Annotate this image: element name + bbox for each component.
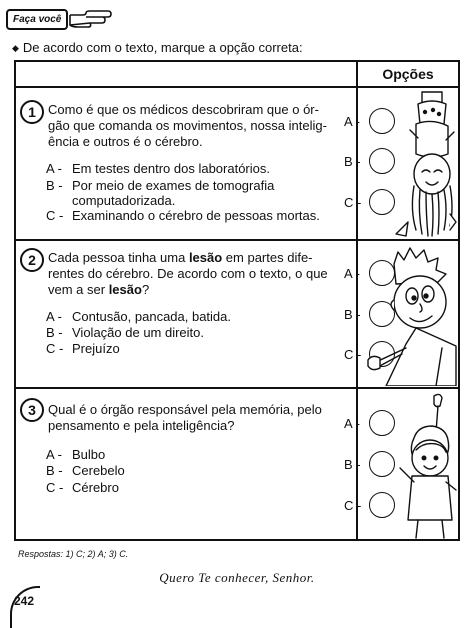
question-2-option-a	[46, 309, 322, 324]
question-1-line-3: ência e outros é o cérebro.	[48, 134, 203, 149]
question-1-text	[48, 102, 334, 150]
option-text: Por meio de exames de tomografia computadorizada.	[72, 178, 275, 208]
option-text: Bulbo	[72, 447, 106, 462]
option-letter: A -	[46, 447, 62, 462]
option-letter: B -	[46, 463, 63, 478]
question-2-line-3: vem a ser lesão?	[48, 282, 150, 297]
answer-3-circle-a[interactable]	[369, 410, 395, 436]
question-1-option-b	[46, 178, 322, 208]
question-3-line-2: pensamento e pela inteligência?	[48, 418, 235, 433]
question-1-option-c	[46, 208, 322, 223]
question-2-text	[48, 250, 334, 298]
option-letter: A -	[46, 309, 62, 324]
diamond-bullet-icon: ◆	[12, 43, 19, 53]
question-number-1: 1	[20, 100, 44, 124]
answer-1-label-c: C -	[344, 195, 362, 210]
answer-3-circle-b[interactable]	[369, 451, 395, 477]
option-letter: C -	[46, 341, 64, 356]
question-2-option-c	[46, 341, 322, 356]
question-3-text	[48, 402, 334, 434]
question-3-option-a	[46, 447, 322, 462]
answer-2-label-b: B -	[344, 307, 361, 322]
answer-3-circle-c[interactable]	[369, 492, 395, 518]
question-1-line-1: Como é que os médicos descobriram que o ór-	[48, 102, 319, 117]
answer-1-label-b: B -	[344, 154, 361, 169]
options-header: Opções	[382, 66, 434, 82]
question-3-option-c	[46, 480, 322, 495]
section-tag-label: Faça você	[6, 9, 68, 30]
option-letter: C -	[46, 208, 64, 223]
question-2-line-2: rentes do cérebro. De acordo com o texto, o que	[48, 266, 328, 281]
answer-2-label-c: C -	[344, 347, 362, 362]
waving-girl-illustration	[394, 392, 458, 540]
question-2-line-1: Cada pessoa tinha uma lesão em partes dife-	[48, 250, 313, 265]
question-number-3: 3	[20, 398, 44, 422]
question-2-option-b	[46, 325, 322, 340]
answer-1-label-a: A -	[344, 114, 360, 129]
question-1-option-a	[46, 161, 322, 176]
option-text: Cerebelo	[72, 463, 125, 478]
upside-down-character-illustration	[392, 90, 458, 238]
option-text: Cérebro	[72, 480, 119, 495]
page-number: 242	[14, 594, 35, 608]
row-divider-1	[16, 239, 458, 241]
option-text: Violação de um direito.	[72, 325, 205, 340]
option-text: Em testes dentro dos laboratórios.	[72, 161, 270, 176]
option-letter: B -	[46, 325, 63, 340]
option-text: Prejuízo	[72, 341, 120, 356]
questions-table	[14, 60, 460, 541]
option-letter: B -	[46, 178, 63, 193]
answer-3-label-b: B -	[344, 457, 361, 472]
answer-3-label-a: A -	[344, 416, 360, 431]
pointing-boy-illustration	[366, 244, 458, 386]
row-divider-2	[16, 387, 458, 389]
instruction-text: De acordo com o texto, marque a opção correta:	[22, 40, 303, 55]
question-3-option-b	[46, 463, 322, 478]
answer-key: Respostas: 1) C; 2) A; 3) C.	[18, 549, 129, 559]
pointing-hand-icon	[68, 7, 112, 31]
option-letter: A -	[46, 161, 62, 176]
instruction	[12, 40, 303, 55]
option-letter: C -	[46, 480, 64, 495]
option-text: Contusão, pancada, batida.	[72, 309, 232, 324]
section-tag	[6, 8, 112, 30]
question-3-line-1: Qual é o órgão responsável pela memória, pelo	[48, 402, 322, 417]
question-1-line-2: gão que comanda os movimentos, nossa intelig-	[48, 118, 327, 133]
question-number-2: 2	[20, 248, 44, 272]
answer-3-label-c: C -	[344, 498, 362, 513]
option-text: Examinando o cérebro de pessoas mortas.	[72, 208, 320, 223]
header-divider	[16, 86, 458, 88]
motto: Quero Te conhecer, Senhor.	[159, 570, 315, 585]
answer-2-label-a: A -	[344, 266, 360, 281]
